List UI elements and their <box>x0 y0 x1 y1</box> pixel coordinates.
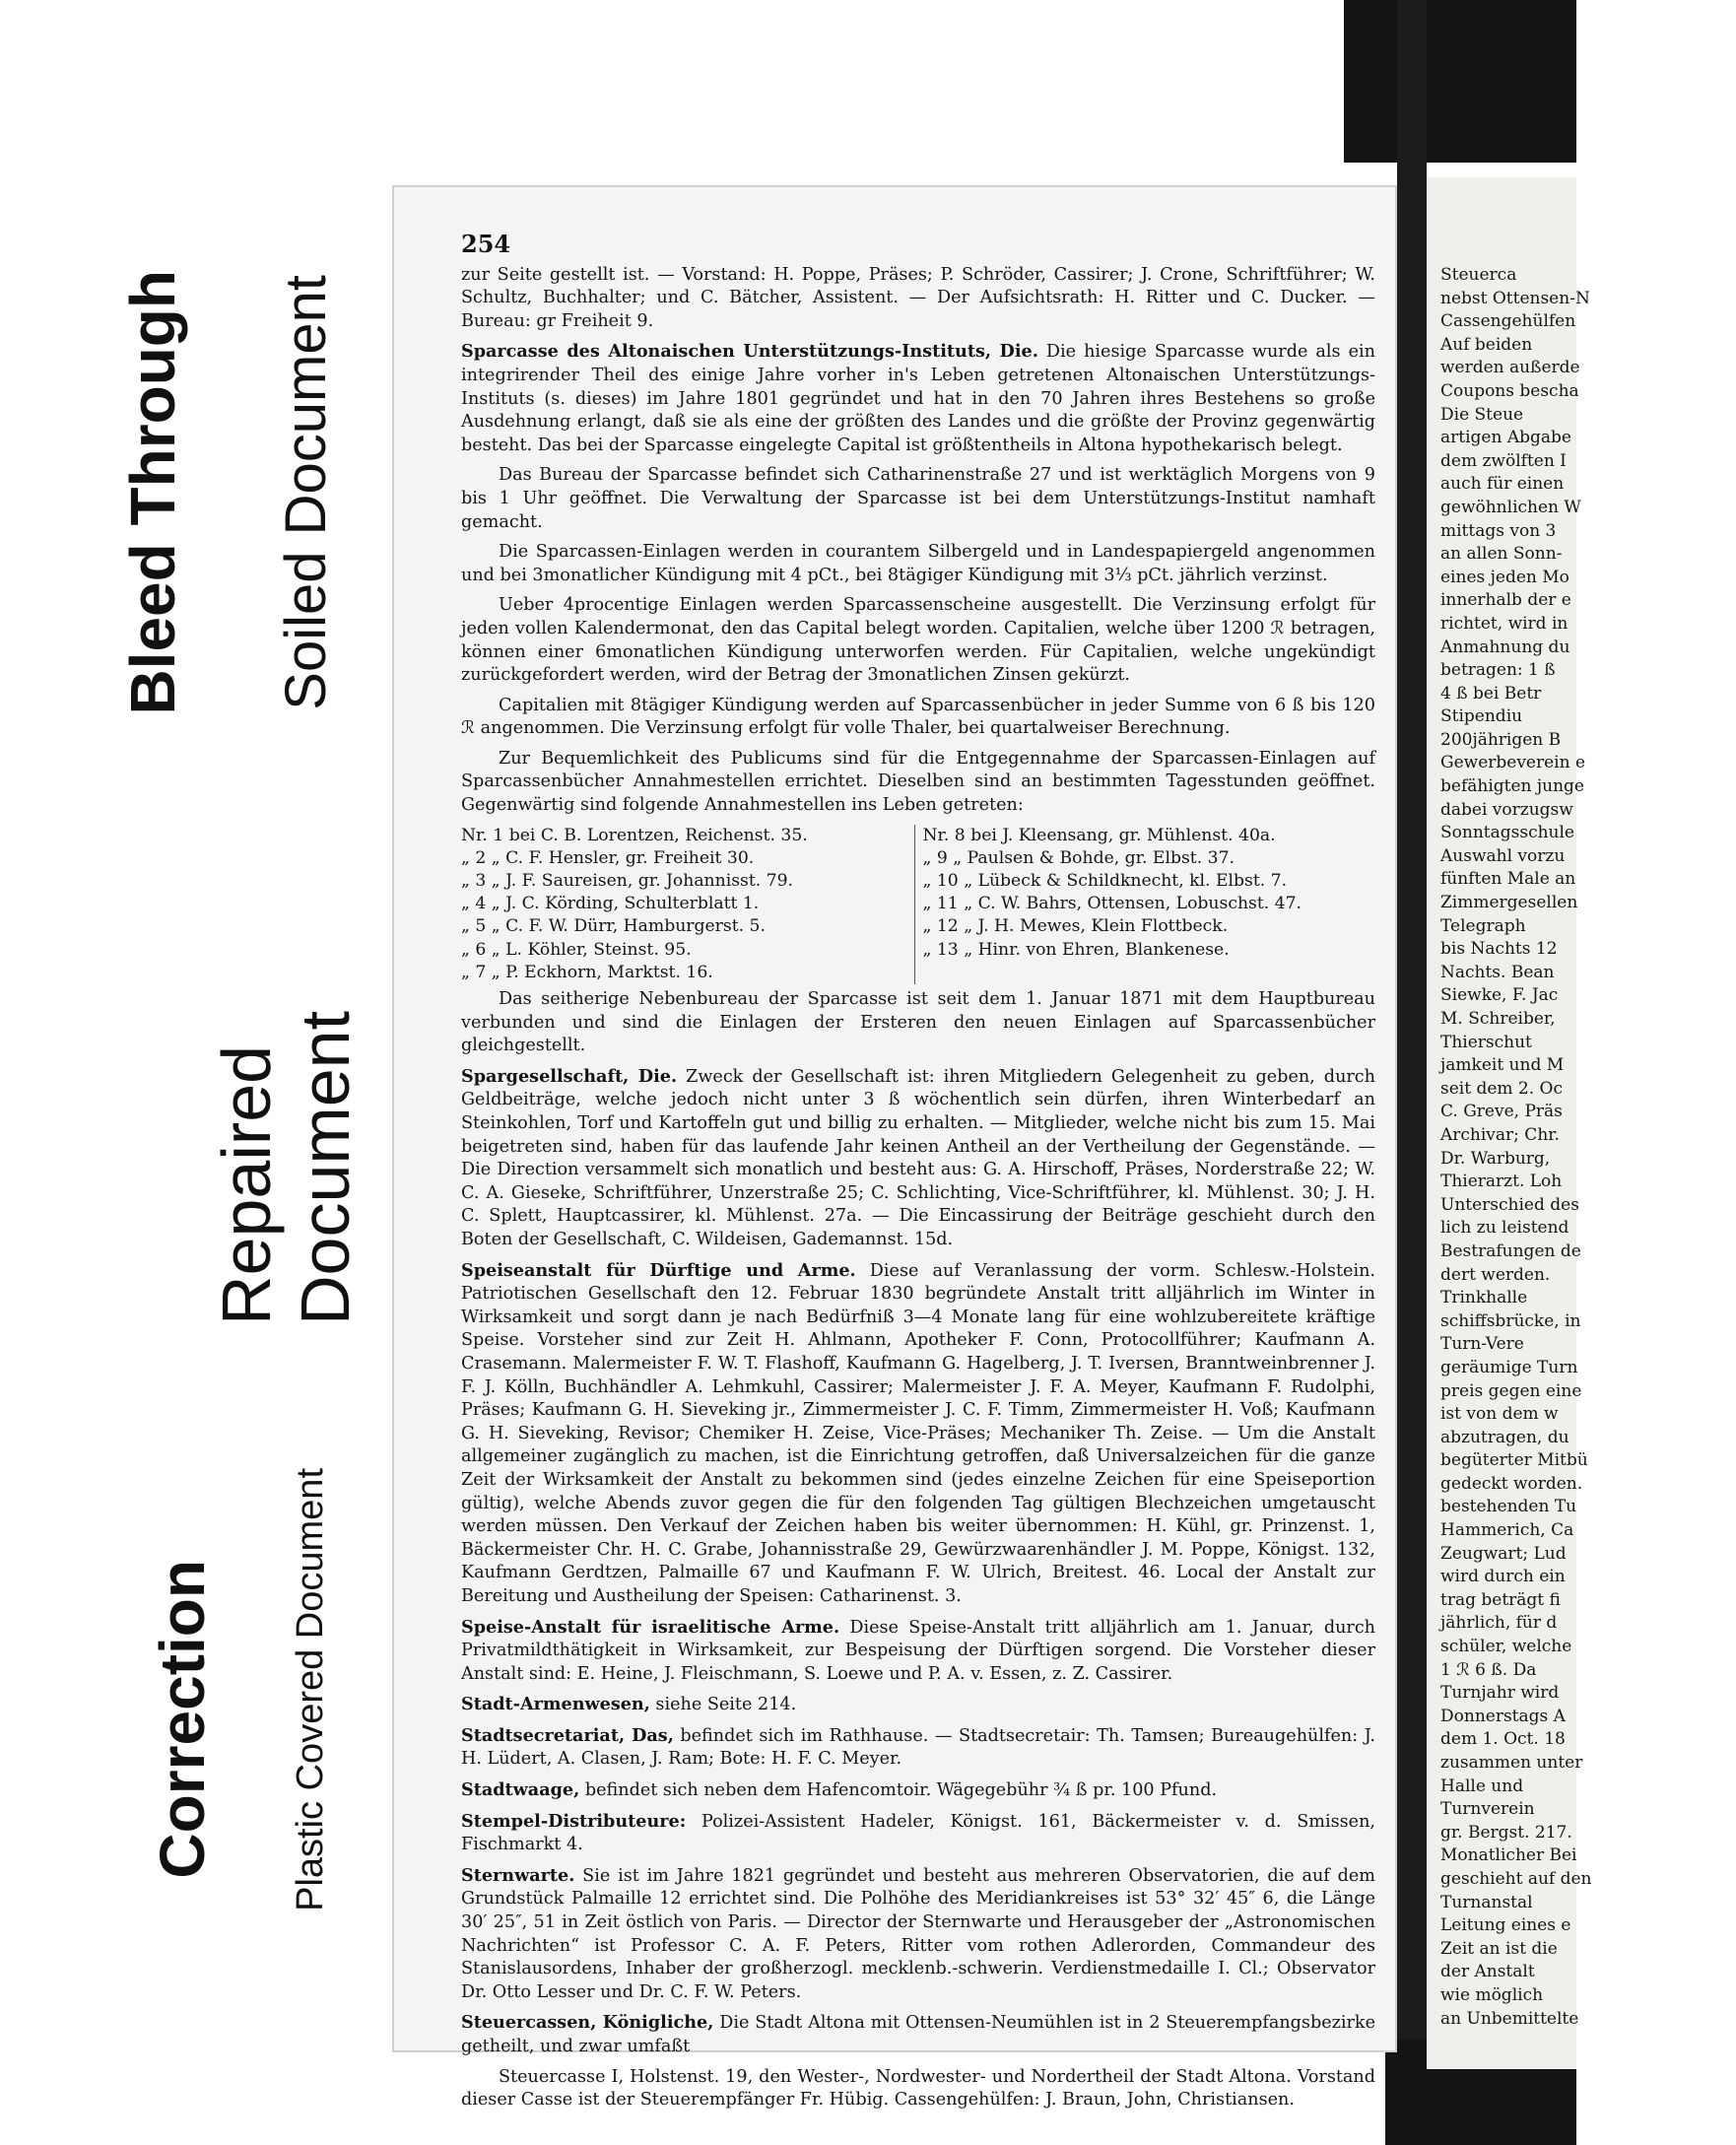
adjacent-page-line: Cassengehülfen <box>1440 311 1576 332</box>
entry-text: befindet sich im Rathhause. — Stadtsecretair: Th. Tamsen; Bureaugehülfen: J. H. Lüdert, A. Clasen, J. Ram; Bote: H. F. C. Meyer. <box>461 1725 1375 1770</box>
annahme-entry: „ 5 „ C. F. W. Dürr, Hamburgerst. 5. <box>461 916 766 937</box>
adjacent-page-line: Turnjahr wird <box>1440 1683 1560 1704</box>
adjacent-page-line: Auf beiden <box>1440 334 1533 355</box>
adjacent-page-line: bestehenden Tu <box>1440 1497 1577 1517</box>
adjacent-page-line: Zeugwart; Lud <box>1440 1543 1567 1564</box>
adjacent-page-line: lich zu leistend <box>1440 1218 1569 1239</box>
adjacent-page-line: 1 ℛ 6 ß. Da <box>1440 1659 1537 1680</box>
adjacent-page-line: Turn-Vere <box>1440 1334 1524 1355</box>
adjacent-page-line: Halle und <box>1440 1776 1524 1796</box>
annahme-entry: Nr. 8 bei J. Kleensang, gr. Mühlenst. 40a. <box>922 825 1276 845</box>
paragraph <box>461 1616 1375 1687</box>
entry-heading: Stadtwaage, <box>461 1779 580 1801</box>
paragraph <box>461 1810 1375 1857</box>
entry-heading: Steuercassen, Königliche, <box>461 2012 714 2034</box>
entry-text: Das seitherige Nebenbureau der Sparcasse ist seit dem 1. Januar 1871 mit dem Hauptbureau verbunden und sind die Einlagen der Ersteren den neuen Einlagen auf Sparcassenbücher gleichgestellt. <box>461 989 1375 1056</box>
entry-text: Die Sparcassen-Einlagen werden in courantem Silbergeld und in Landespapiergeld angenommen und bei 3monatlicher Kündigung mit 4 pCt., bei 8tägiger Kündigung mit 3⅓ pCt. jährlich verzinst. <box>461 542 1375 585</box>
label-repaired-document-text: Repaired Document <box>208 1010 364 1325</box>
annahme-entry: „ 12 „ J. H. Mewes, Klein Flottbeck. <box>922 916 1229 937</box>
annahme-entry: „ 6 „ L. Köhler, Steinst. 95. <box>461 939 692 960</box>
paragraph <box>461 2066 1375 2112</box>
entry-text: befindet sich neben dem Hafencomtoir. Wägegebühr ¾ ß pr. 100 Pfund. <box>579 1780 1218 1801</box>
annahme-entry: „ 4 „ J. C. Körding, Schulterblatt 1. <box>461 894 760 914</box>
adjacent-page-line: Turnverein <box>1440 1799 1535 1820</box>
adjacent-page-line: dert werden. <box>1440 1264 1551 1285</box>
adjacent-page-line: schiffsbrücke, in <box>1440 1310 1581 1331</box>
adjacent-page-line: geräumige Turn <box>1440 1357 1578 1377</box>
adjacent-page-line: zusammen unter <box>1440 1753 1583 1773</box>
paragraph <box>461 1065 1375 1252</box>
label-soiled-document-text: Soiled Document <box>273 275 338 710</box>
adjacent-page-line: trag beträgt fi <box>1440 1589 1561 1610</box>
adjacent-page-line: Donnerstags A <box>1440 1706 1566 1726</box>
adjacent-page-line: Thierschut <box>1440 1032 1532 1052</box>
adjacent-page-line: 4 ß bei Betr <box>1440 683 1542 704</box>
entry-heading: Sparcasse des Altonaischen Unterstützungs-Instituts, Die. <box>461 341 1038 363</box>
adjacent-page-line: M. Schreiber, <box>1440 1009 1556 1029</box>
label-plastic-covered-text: Plastic Covered Document <box>289 1468 331 1911</box>
paragraph <box>461 264 1375 334</box>
entry-text: Das Bureau der Sparcasse befindet sich Catharinenstraße 27 und ist werktäglich Morgens von 9 bis 1 Uhr geöffnet. Die Verwaltung der Sparcasse ist bei dem Unterstützungs-Institut namhaft gemacht. <box>461 465 1375 532</box>
entry-heading: Stadt-Armenwesen, <box>461 1694 650 1715</box>
adjacent-page-line: dabei vorzugsw <box>1440 799 1573 820</box>
adjacent-page-line: ist von dem w <box>1440 1404 1559 1425</box>
entry-text: Zur Bequemlichkeit des Publicums sind für die Entgegennahme der Sparcassen-Einlagen auf Sparcassenbücher Annahmestellen errichtet. Dieselben sind an bestimmten Tagesstunden geöffnet. Gegenwärtig sind folgende Annahmestellen ins Leben getreten: <box>461 748 1375 816</box>
entry-heading: Speiseanstalt für Dürftige und Arme. <box>461 1259 856 1281</box>
adjacent-page-line: an allen Sonn- <box>1440 544 1563 565</box>
annahme-entry: „ 3 „ J. F. Saureisen, gr. Johannisst. 79. <box>461 871 794 892</box>
paragraph <box>461 464 1375 534</box>
adjacent-page-line: dem zwölften I <box>1440 450 1567 471</box>
adjacent-page-line: dem 1. Oct. 18 <box>1440 1729 1566 1750</box>
paragraph <box>461 1724 1375 1772</box>
paragraph <box>461 2011 1375 2058</box>
scan-dark-border-top <box>1344 0 1576 163</box>
adjacent-page-line: Zimmergesellen <box>1440 893 1578 913</box>
annahme-list-left <box>461 825 914 984</box>
adjacent-page-line: abzutragen, du <box>1440 1427 1569 1447</box>
adjacent-page-line: Leitung eines e <box>1440 1915 1571 1936</box>
paragraph <box>461 1693 1375 1717</box>
entry-heading: Stadtsecretariat, Das, <box>461 1724 674 1746</box>
adjacent-page-line: preis gegen eine <box>1440 1380 1582 1401</box>
entry-text: siehe Seite 214. <box>649 1695 797 1715</box>
adjacent-page-line: 200jährigen B <box>1440 729 1562 750</box>
annahme-entry: „ 7 „ P. Eckhorn, Marktst. 16. <box>461 962 713 982</box>
entry-text: Diese auf Veranlassung der vorm. Schlesw.-Holstein. Patriotischen Gesellschaft den 12. Februar 1830 begründete Anstalt tritt alljährlich im Winter in Wirksamkeit und sorgt dann je nach Bedürfniß 3—4 Monate lang für eine wohlzubereitete kräftige Speise. Vorsteher sind zur Zeit H. Ahlmann, Apotheker F. Conn, Protocollführer; Kaufmann A. Crasemann. Malermeister F. W. T. Flashoff, Kaufmann G. Hagelberg, J. T. Iversen, Branntweinbrenner J. F. J. Kölln, Buchhändler A. Lehmkuhl, Cassirer; Malermeister J. F. A. Meyer, Kaufmann F. Rudolphi, Präses; Kaufmann G. H. Sieveking jr., Zimmermeister J. C. F. Timm, Zimmermeister H. Voß; Kaufmann G. H. Sieveking, Revisor; Chemiker H. Zeise, Vice-Präses; Mechaniker Th. Zeise. — Um die Anstalt allgemeiner zugänglich zu machen, ist die Einrichtung getroffen, daß Universalzeichen für die ganze Zeit der Wirksamkeit der Anstalt zu bekommen sind (jedes einzelne Zeichen für eine Speiseportion gültig), welche Abends zuvor gegen die für den folgenden Tag gültigen Blechzeichen umgetauscht werden müssen. Den Verkauf der Zeichen haben bis weiter übernommen: H. Kühl, gr. Prinzenst. 1, Bäckermeister Chr. H. C. Grabe, Johannisstraße 29, Gewürzwaarenhändler J. M. Poppe, Königst. 132, Kaufmann Gerdtzen, Palmaille 67 und Kaufmann F. W. Ulrich, Breitest. 46. Local der Anstalt zur Bereitung und Austheilung der Speisen: Catharinenst. 3. <box>461 1260 1375 1606</box>
annahme-entry: „ 10 „ Lübeck & Schildknecht, kl. Elbst. 7. <box>922 871 1288 892</box>
paragraph <box>461 340 1375 457</box>
adjacent-page-line: mittags von 3 <box>1440 520 1557 541</box>
entry-text: Steuercasse I, Holstenst. 19, den Wester-, Nordwester- und Nordertheil der Stadt Altona. Vorstand dieser Casse ist der Steuerempfänger Fr. Hübig. Cassengehülfen: J. Braun, John, Christiansen. <box>461 2066 1375 2111</box>
annahme-entry: Nr. 1 bei C. B. Lorentzen, Reichenst. 35. <box>461 825 808 845</box>
adjacent-page-line: Nachts. Bean <box>1440 962 1555 982</box>
entry-text: Zweck der Gesellschaft ist: ihren Mitgliedern Gelegenheit zu geben, durch Geldbeiträge, welche jedoch nicht unter 3 ß wöchentlich sein dürfen, ihren Winterbedarf an Steinkohlen, Torf und Kartoffeln gut und billig zu erhalten. — Mitglieder, welche nicht bis zum 15. Mai beigetreten sind, haben für das laufende Jahr keinen Antheil an der Vertheilung der Gegenstände. — Die Direction versammelt sich monatlich und besteht aus: G. A. Hirschoff, Präses, Norderstraße 22; W. C. A. Gieseke, Schriftführer, Unzerstraße 25; C. Schlichting, Vice-Schriftführer, kl. Mühlenst. 30; J. H. C. Splett, Hauptcassirer, kl. Mühlenst. 27a. — Die Eincassirung der Beiträge geschieht durch den Boten der Gesellschaft, C. Wildeisen, Gademannst. 15d. <box>461 1066 1375 1250</box>
paragraph <box>461 1778 1375 1803</box>
entry-text: Ueber 4procentige Einlagen werden Sparcassenscheine ausgestellt. Die Verzinsung erfolgt für jeden vollen Kalendermonat, den das Capital belegt worden. Capitalien, welche über 1200 ℛ betragen, können einer 6monatlichen Kündigung unterworfen werden. Für Capitalien, welche ungekündigt zurückgefordert werden, wird der Betrag der 3monatlichen Zinsen gekürzt. <box>461 595 1375 686</box>
adjacent-page-line: Hammerich, Ca <box>1440 1520 1574 1541</box>
paragraphs-top <box>461 264 1375 818</box>
adjacent-page-line: jährlich, für d <box>1440 1613 1558 1634</box>
adjacent-page-line: artigen Abgabe <box>1440 428 1571 448</box>
adjacent-page-line: wird durch ein <box>1440 1567 1566 1587</box>
adjacent-page-line: Dr. Warburg, <box>1440 1148 1551 1169</box>
adjacent-page-line: seit dem 2. Oc <box>1440 1078 1564 1099</box>
annahme-list-right <box>914 825 1376 984</box>
annahme-entry: „ 9 „ Paulsen & Bohde, gr. Elbst. 37. <box>922 847 1235 868</box>
adjacent-page-line: bis Nachts 12 <box>1440 939 1558 960</box>
adjacent-page-line: geschieht auf den <box>1440 1868 1592 1889</box>
adjacent-page-line: jamkeit und M <box>1440 1055 1565 1076</box>
entry-heading: Sternwarte. <box>461 1864 575 1886</box>
adjacent-page-line: Die Steue <box>1440 404 1524 425</box>
adjacent-page-line: begüterter Mitbü <box>1440 1450 1588 1471</box>
adjacent-page-line: innerhalb der e <box>1440 590 1571 611</box>
label-repaired-document <box>197 882 374 1325</box>
adjacent-page-line: Coupons bescha <box>1440 380 1579 401</box>
paragraph <box>461 748 1375 818</box>
adjacent-page-line: Zeit an ist die <box>1440 1938 1558 1959</box>
label-bleed-through-text: Bleed Through <box>117 270 188 715</box>
entry-text: Polizei-Assistent Hadeler, Königst. 161, Bäckermeister v. d. Smissen, Fischmarkt 4. <box>461 1811 1375 1855</box>
annahme-list <box>461 825 1375 984</box>
adjacent-page-line: gewöhnlichen W <box>1440 497 1581 517</box>
paragraph <box>461 1864 1375 2005</box>
paragraph <box>461 988 1375 1058</box>
adjacent-page-line: Telegraph <box>1440 915 1526 936</box>
paragraph <box>461 541 1375 587</box>
page-number: 254 <box>461 230 511 258</box>
adjacent-page-line: der Anstalt <box>1440 1962 1535 1982</box>
adjacent-page-line: befähigten junge <box>1440 776 1584 797</box>
label-correction-text: Correction <box>147 1560 218 1879</box>
entry-text: zur Seite gestellt ist. — Vorstand: H. Poppe, Präses; P. Schröder, Cassirer; J. Crone, Schriftführer; W. Schultz, Buchhalter; und C. Bätcher, Assistent. — Der Aufsichtsrath: H. Ritter und C. Ducker. — Bureau: gr Freiheit 9. <box>461 264 1375 331</box>
adjacent-page-line: Thierarzt. Loh <box>1440 1172 1563 1192</box>
adjacent-page-line: Steuerca <box>1440 265 1517 285</box>
entry-text: Diese Speise-Anstalt tritt alljährlich am 1. Januar, durch Privatmildthätigkeit in Wirksamkeit, zur Bespeisung der Dürftigen sorgend. Die Vorsteher dieser Anstalt sind: E. Heine, J. Fleischmann, S. Loewe und P. A. v. Essen, z. Z. Cassirer. <box>461 1617 1376 1684</box>
page-text <box>461 230 1376 2111</box>
book-page <box>392 185 1397 2111</box>
entry-text: Die hiesige Sparcasse wurde als ein integrirender Theil des einige Jahre vorher in's Leben getretenen Altonaischen Unterstützungs-Instituts (s. dieses) im Jahre 1801 gegründet und hat in den 70 Jahren ihres Bestehens so große Ausdehnung erlangt, daß sie als eine der größten des Landes und die größte der Provinz gegenwärtig besteht. Das bei der Sparcasse eingelegte Capital ist größtentheils in Altona hypothekarisch belegt. <box>461 342 1375 455</box>
paragraph <box>461 695 1375 741</box>
adjacent-page-line: Sonntagsschule <box>1440 823 1574 843</box>
adjacent-page-line: wie möglich <box>1440 1984 1544 2005</box>
adjacent-page-line: Gewerbeverein e <box>1440 753 1586 773</box>
paragraph <box>461 594 1375 687</box>
adjacent-page-line: werden außerde <box>1440 358 1580 378</box>
annahme-entry: „ 11 „ C. W. Bahrs, Ottensen, Lobuschst. 47. <box>922 894 1302 914</box>
entry-heading: Stempel-Distributeure: <box>461 1810 687 1832</box>
adjacent-page-line: an Unbemittelte <box>1440 2008 1579 2029</box>
paragraph <box>461 1259 1375 1609</box>
adjacent-page-line: Monatlicher Bei <box>1440 1845 1577 1866</box>
adjacent-page-line: nebst Ottensen-N <box>1440 288 1590 308</box>
adjacent-page-line: gr. Bergst. 217. <box>1440 1822 1572 1843</box>
adjacent-page-line: eines jeden Mo <box>1440 567 1569 587</box>
adjacent-page-line: Stipendiu <box>1440 706 1523 727</box>
adjacent-page-line: C. Greve, Präs <box>1440 1102 1563 1122</box>
adjacent-page-line: Siewke, F. Jac <box>1440 985 1559 1006</box>
adjacent-page-line: Bestrafungen de <box>1440 1240 1581 1261</box>
adjacent-page-line: Turnanstal <box>1440 1892 1533 1912</box>
entry-text: Capitalien mit 8tägiger Kündigung werden auf Sparcassenbücher in jeder Summe von 6 ß bis 120 ℛ angenommen. Die Verzinsung erfolgt für volle Thaler, bei quartalweiser Berechnung. <box>461 695 1375 739</box>
adjacent-page-line: gedeckt worden. <box>1440 1473 1583 1494</box>
label-plastic-covered <box>276 1370 345 2010</box>
scan-dark-gutter <box>1397 0 1427 2145</box>
annahme-entry: „ 13 „ Hinr. von Ehren, Blankenese. <box>922 939 1230 960</box>
annahme-entry: „ 2 „ C. F. Hensler, gr. Freiheit 30. <box>461 847 755 868</box>
adjacent-page-line: Archivar; Chr. <box>1440 1124 1560 1145</box>
label-correction <box>123 1399 241 2040</box>
adjacent-page-line: richtet, wird in <box>1440 613 1569 634</box>
entry-heading: Spargesellschaft, Die. <box>461 1065 678 1087</box>
adjacent-page <box>1427 177 1592 2069</box>
adjacent-page-line: schüler, welche <box>1440 1637 1572 1657</box>
adjacent-page-line: Anmahnung du <box>1440 637 1570 657</box>
adjacent-page-text <box>1440 264 1736 2031</box>
adjacent-page-line: fünften Male an <box>1440 869 1576 890</box>
paragraphs-bottom <box>461 988 1375 2112</box>
label-bleed-through <box>94 197 212 788</box>
label-soiled-document <box>251 197 360 788</box>
adjacent-page-line: Auswahl vorzu <box>1440 845 1566 866</box>
adjacent-page-line: auch für einen <box>1440 474 1565 495</box>
entry-heading: Speise-Anstalt für israelitische Arme. <box>461 1616 840 1638</box>
adjacent-page-line: Trinkhalle <box>1440 1288 1528 1308</box>
entry-text: Die Stadt Altona mit Ottensen-Neumühlen ist in 2 Steuerempfangsbezirke getheilt, und zwar umfaßt <box>461 2013 1375 2057</box>
adjacent-page-line: betragen: 1 ß <box>1440 660 1556 681</box>
entry-text: Sie ist im Jahre 1821 gegründet und besteht aus mehreren Observatorien, die auf dem Grundstück Palmaille 12 errichtet sind. Die Polhöhe des Meridiankreises ist 53° 32′ 45″ 6, die Länge 30′ 25″, 51 in Zeit östlich von Paris. — Director der Sternwarte und Herausgeber der „Astronomischen Nachrichten“ ist Professor C. A. F. Peters, Ritter vom rothen Adlerorden, Commandeur des Stanislausordens, Inhaber der großherzogl. mecklenb.-schwerin. Verdienstmedaille I. Cl.; Observator Dr. Otto Lesser und Dr. C. F. W. Peters. <box>461 1865 1375 2002</box>
adjacent-page-line: Unterschied des <box>1440 1194 1579 1215</box>
